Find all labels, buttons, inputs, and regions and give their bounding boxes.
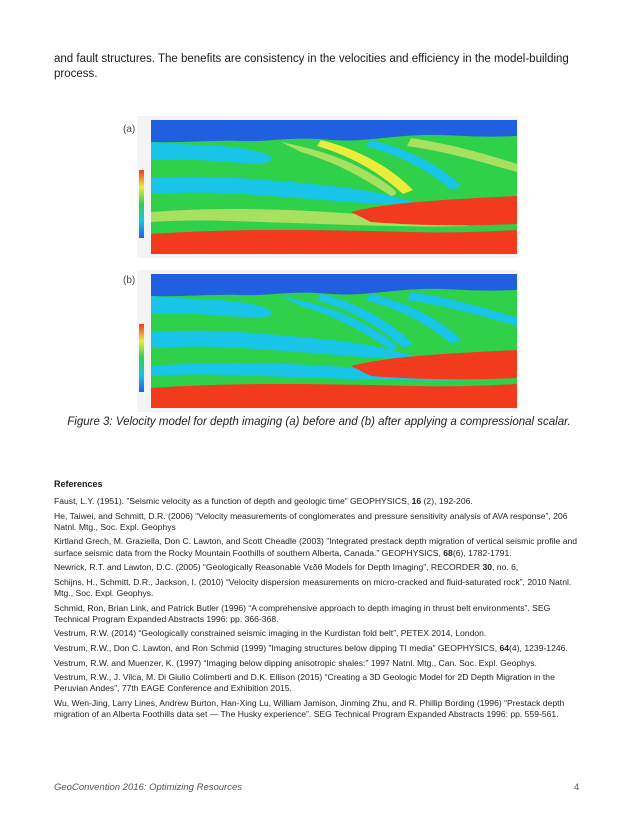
reference-text: Wu, Wen-Jing, Larry Lines, Andrew Burton, Han-Xing Lu, William Jamison, Jinming Zhu, and R. Phillip Bording (1996) “Prestack depth migration of an Alberta Foothills data set — The Husky experience”. SEG Technical Program Expanded Abstracts 1996: pp. 559-561. bbox=[54, 697, 565, 720]
reference-text: Vestrum, R.W., Don C. Lawton, and Ron Schmid (1999) ”Imaging structures below dipping TI media” GEOPHYSICS, bbox=[54, 642, 500, 653]
model-section bbox=[151, 120, 517, 254]
reference-text: Vestrum, R.W., J. Vilca, M. Di Giulio Colimberti and D.K. Ellison (2015) “Creating a 3D Geologic Model for 2D Depth Migration in the Peruvian Andes”, 77th EAGE Conference and Exhibition 2015. bbox=[54, 672, 555, 694]
reference-item bbox=[54, 603, 584, 625]
red-basement bbox=[151, 384, 517, 408]
reference-item bbox=[54, 658, 584, 669]
reference-volume: 30 bbox=[482, 562, 493, 573]
references-list bbox=[54, 496, 584, 724]
reference-text: Vestrum, R.W. (2014) “Geologically constrained seismic imaging in the Kurdistan fold belt”, PETEX 2014, London. bbox=[54, 628, 487, 639]
reference-text-tail: , no. 6, bbox=[492, 562, 519, 573]
reference-item bbox=[54, 562, 584, 573]
velocity-model-panel-b bbox=[137, 270, 519, 412]
reference-text: He, Taiwei, and Schmitt, D.R. (2006) “Velocity measurements of conglomerates and pressure sensitivity analysis of AVA response”, 206 Natnl. Mtg., Soc. Expl. Geophys bbox=[54, 510, 568, 532]
reference-item bbox=[54, 672, 584, 694]
reference-text: Faust, L.Y. (1951). ”Seismic velocity as a function of depth and geologic time” GEOPHYSICS, bbox=[54, 496, 412, 506]
color-scale-bar bbox=[139, 324, 144, 392]
reference-text: Schmid, Ron, Brian Link, and Patrick Butler (1996) “A comprehensive approach to depth imaging in thrust belt environments”. SEG Technical Program Expanded Abstracts 1996: pp. 366-368. bbox=[54, 602, 551, 624]
reference-text-tail: (6), 1782-1791. bbox=[452, 547, 512, 558]
reference-item bbox=[54, 511, 584, 533]
reference-text: Newrick, R.T. and Lawton, D.C. (2005) “Geologically Reasonable Vεδθ Models for Depth Imaging”, RECORDER bbox=[54, 562, 483, 573]
velocity-model-image-b bbox=[137, 270, 519, 412]
reference-item bbox=[54, 577, 584, 599]
color-scale-bar bbox=[139, 170, 144, 238]
reference-item bbox=[54, 643, 584, 654]
reference-item bbox=[54, 698, 584, 720]
reference-text-tail: (2), 192-206. bbox=[421, 496, 473, 506]
reference-text: Schijns, H., Schmitt, D.R., Jackson, I. (2010) “Velocity dispersion measurements on micro-cracked and fluid-saturated rock”, 2010 Natnl. Mtg., Soc. Expl. Geophys. bbox=[54, 576, 572, 598]
footer-conference: GeoConvention 2016: Optimizing Resources bbox=[54, 782, 242, 793]
figure-caption: Figure 3: Velocity model for depth imaging (a) before and (b) after applying a compressional scalar. bbox=[67, 416, 571, 428]
reference-volume: 68 bbox=[443, 547, 453, 558]
reference-volume: 64 bbox=[499, 642, 510, 653]
velocity-model-panel-a bbox=[137, 116, 519, 258]
reference-volume: 16 bbox=[411, 496, 422, 506]
references-heading: References bbox=[54, 479, 103, 489]
reference-text: Vestrum, R.W. and Muenzer, K. (1997) “Imaging below dipping anisotropic shales:” 1997 Natnl. Mtg., Can. Soc. Expl. Geophys. bbox=[54, 657, 537, 668]
reference-text: Kirtland Grech, M. Graziella, Don C. Lawton, and Scott Cheadle (2003) ”Integrated prestack depth migration of vertical seismic profile and surface seismic data from the Rocky Mountain Foothills of southern Alberta, Canada.” GEOPHYSICS, bbox=[54, 536, 578, 558]
velocity-model-image-a bbox=[137, 116, 519, 258]
panel-label-b: (b) bbox=[123, 275, 136, 286]
panel-label-a: (a) bbox=[123, 124, 136, 135]
page-number: 4 bbox=[574, 782, 580, 793]
reference-text-tail: (4), 1239-1246. bbox=[509, 642, 568, 653]
model-section bbox=[151, 274, 517, 408]
reference-item bbox=[54, 536, 584, 558]
reference-item bbox=[54, 496, 584, 507]
red-basement bbox=[151, 230, 517, 254]
intro-paragraph: and fault structures. The benefits are consistency in the velocities and efficiency in the model-building process. bbox=[54, 53, 569, 80]
reference-item bbox=[54, 628, 584, 639]
